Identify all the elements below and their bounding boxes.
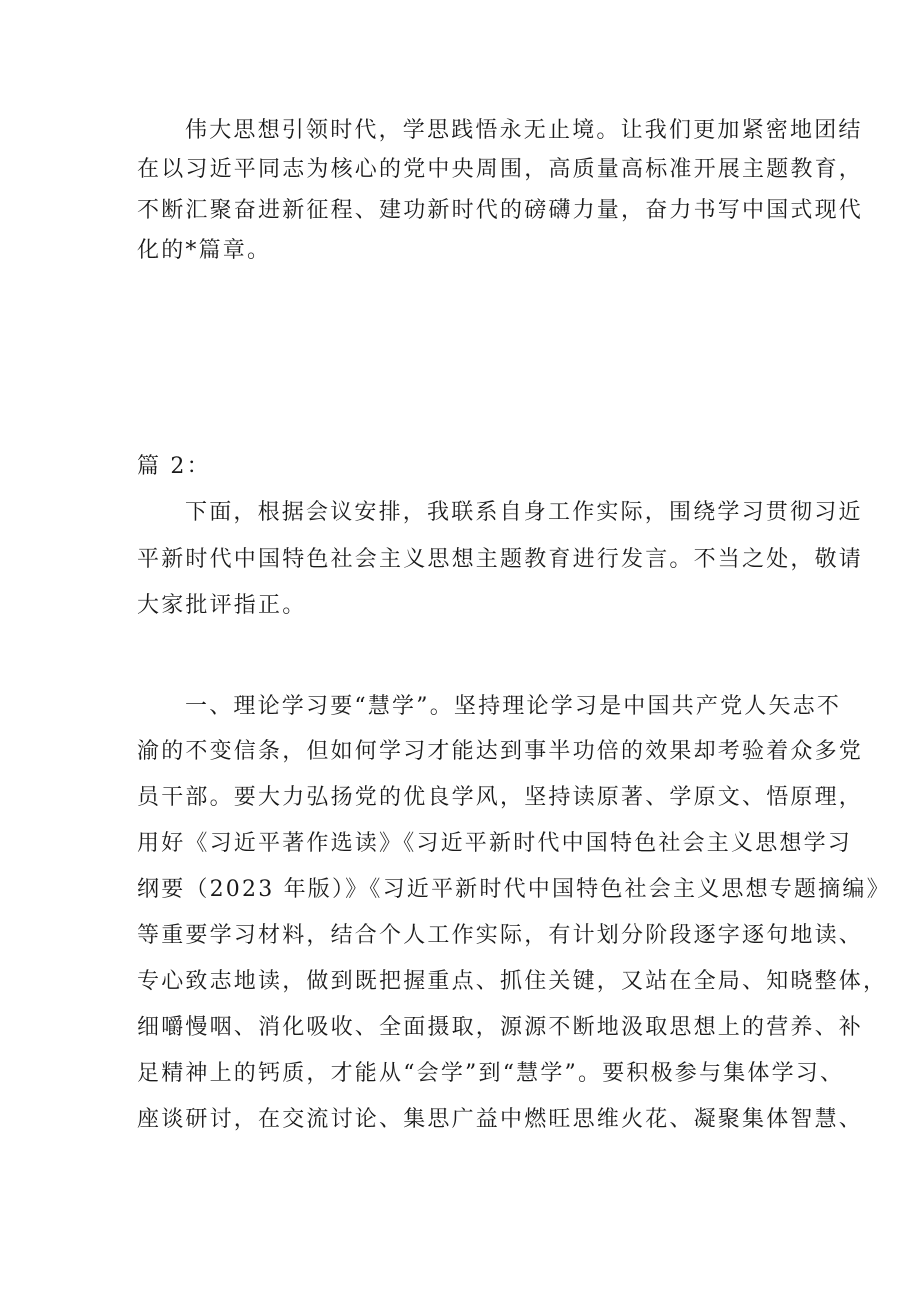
section-heading: 篇 2： (137, 454, 211, 479)
paragraph-2-line-3: 大家批评指正。 (137, 593, 307, 618)
paragraph-3-line-1: 一、理论学习要“慧学”。坚持理论学习是中国共产党人矢志不 (185, 694, 842, 719)
paragraph-2-line-1: 下面，根据会议安排，我联系自身工作实际，围绕学习贯彻习近 (185, 500, 863, 525)
paragraph-3-line-2: 渝的不变信条，但如何学习才能达到事半功倍的效果却考验着众多党 (137, 739, 864, 764)
paragraph-3-line-6: 等重要学习材料，结合个人工作实际，有计划分阶段逐字逐句地读、 (137, 923, 864, 948)
paragraph-1-line-4: 化的*篇章。 (137, 238, 272, 263)
paragraph-3-line-5: 纲要（2023 年版）》《习近平新时代中国特色社会主义思想专题摘编》 (137, 877, 891, 902)
paragraph-3-line-7: 专心致志地读，做到既把握重点、抓住关键，又站在全局、知晓整体， (137, 969, 888, 994)
paragraph-1-line-1: 伟大思想引领时代，学思践悟永无止境。让我们更加紧密地团结 (185, 118, 863, 143)
paragraph-3-line-8: 细嚼慢咽、消化吸收、全面摄取，源源不断地汲取思想上的营养、补 (137, 1015, 864, 1040)
paragraph-3-line-9: 足精神上的钙质，才能从“会学”到“慧学”。要积极参与集体学习、 (137, 1061, 845, 1086)
paragraph-2-line-2: 平新时代中国特色社会主义思想主题教育进行发言。不当之处，敬请 (137, 547, 864, 572)
paragraph-3-line-3: 员干部。要大力弘扬党的优良学风，坚持读原著、学原文、悟原理， (137, 785, 864, 810)
paragraph-1-line-2: 在以习近平同志为核心的党中央周围，高质量高标准开展主题教育， (137, 157, 864, 182)
paragraph-3-line-4: 用好《习近平著作选读》《习近平新时代中国特色社会主义思想学习 (137, 831, 853, 856)
paragraph-3-line-10: 座谈研讨，在交流讨论、集思广益中燃旺思维火花、凝聚集体智慧、 (137, 1107, 864, 1132)
paragraph-1-line-3: 不断汇聚奋进新征程、建功新时代的磅礴力量，奋力书写中国式现代 (137, 198, 864, 223)
